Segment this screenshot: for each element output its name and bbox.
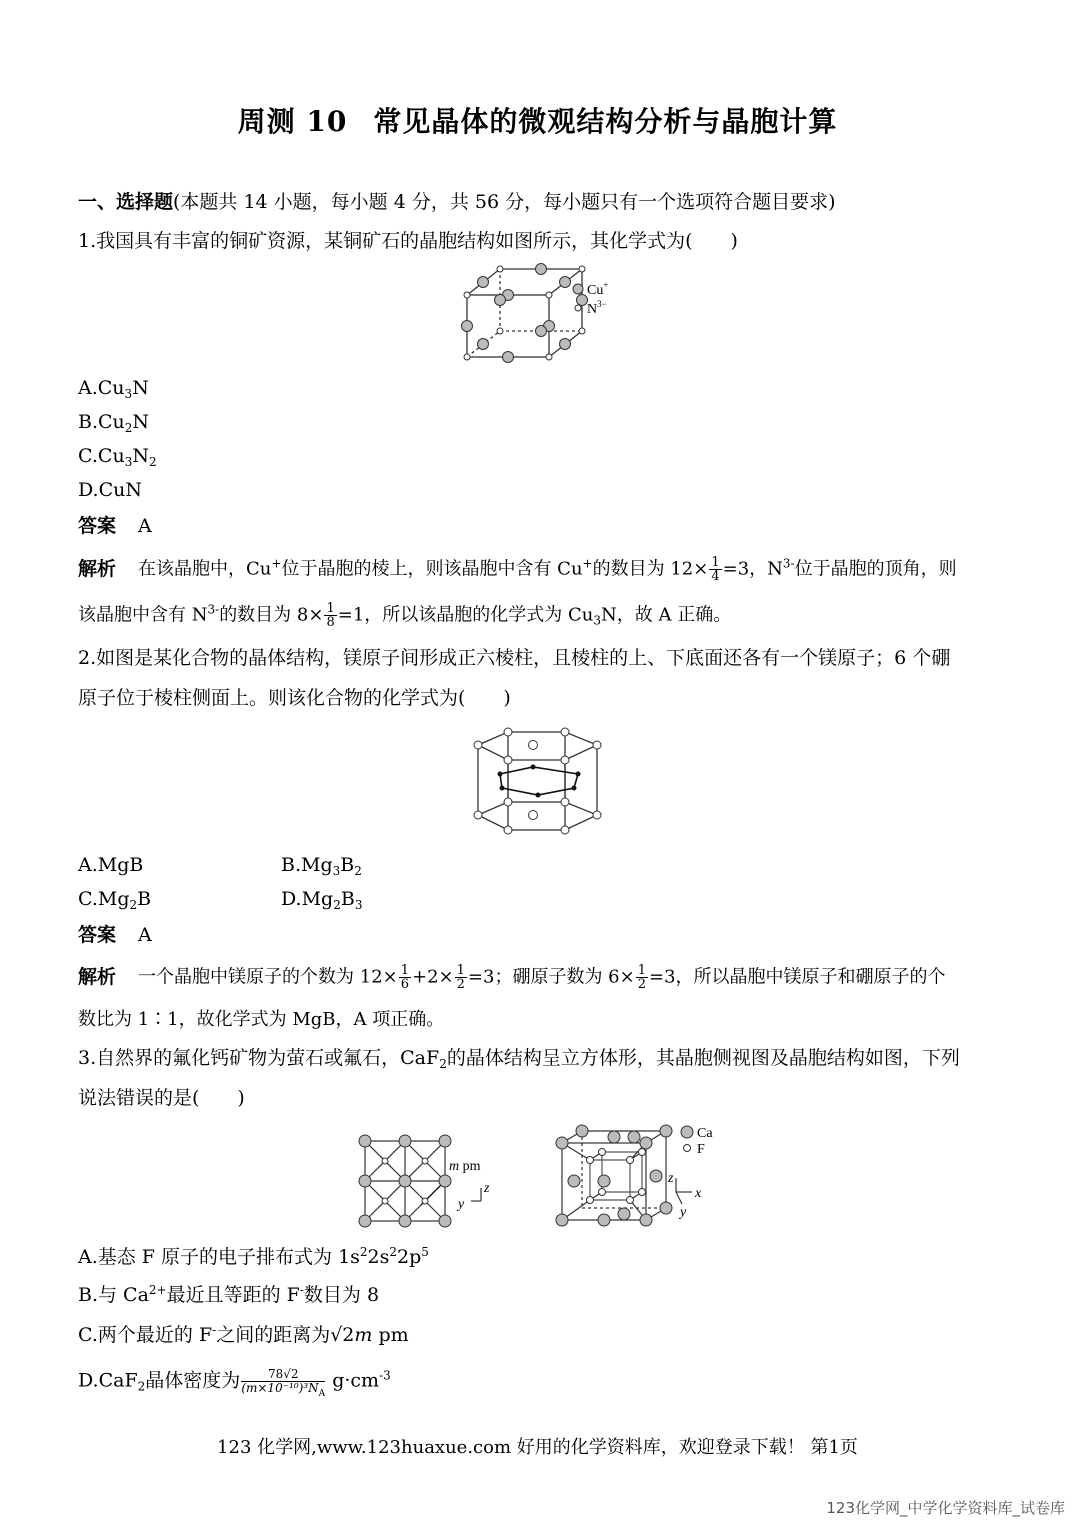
title-text: 常见晶体的微观结构分析与晶胞计算 xyxy=(373,105,838,138)
q2-option-a: A.MgB xyxy=(78,854,144,876)
q2-option-d: $D.Mg_2B_3$ xyxy=(281,888,363,912)
q1-stem: 1.我国具有丰富的铜矿资源，某铜矿石的晶胞结构如图所示，其化学式为( ) xyxy=(78,230,738,252)
section-label: 一、选择题 xyxy=(78,191,174,213)
q1-option-b: $B.Cu_2N$ xyxy=(78,411,150,435)
frac-1-8: $\frac{1}{8}$ xyxy=(326,601,335,630)
section-note: (本题共 14 小题，每小题 4 分，共 56 分，每小题只有一个选项符合题目要求) xyxy=(173,191,836,213)
q3-unit-cell-figure xyxy=(550,1120,730,1230)
q1-option-c: $C.Cu_3N_2$ xyxy=(78,445,157,469)
q3-stem-line2: 说法错误的是( ) xyxy=(78,1087,245,1109)
axis-y-label-2: y xyxy=(680,1205,687,1220)
q2-stem-line1: 2.如图是某化合物的晶体结构，镁原子间形成正六棱柱，且棱柱的上、下底面还各有一个镁原子；6 个硼 xyxy=(78,647,951,669)
section-header xyxy=(78,190,836,214)
legend-ca-marker xyxy=(681,1126,693,1138)
watermark: 123化学网_中学化学资料库_试卷库 xyxy=(826,1499,1065,1517)
page-footer: 123 化学网,www.123huaxue.com 好用的化学资料库，欢迎登录下载！ 第1页 xyxy=(217,1437,858,1458)
legend-ca: Ca xyxy=(697,1126,713,1141)
q1-analysis-line2: 该晶胞中含有 $N^{3-}$的数目为 8× $\frac{1}{8}$ =1，所以该晶胞的化学式为 $Cu_3N$，故 A 正确。 xyxy=(78,601,732,630)
legend-f-marker xyxy=(684,1145,691,1152)
density-fraction: $\frac{78√2}{(m\times 10^{-10})^3N_A}$ xyxy=(241,1367,326,1399)
q3-stem-line1: 3.自然界的氟化钙矿物为萤石或氟石，CaF$_2$的晶体结构呈立方体形，其晶胞侧视图及晶胞结构如图，下列 xyxy=(78,1047,960,1071)
q3-option-d: D.CaF$_2$晶体密度为 $\frac{78√2}{(m\times 10^{-10})^3N_A}$ $g\cdot cm^{-3}$ xyxy=(78,1367,391,1399)
frac-1-4: $\frac{1}{4}$ xyxy=(711,555,720,584)
legend-f: F xyxy=(697,1142,705,1157)
q1-analysis-line1: 解析 在该晶胞中，Cu+位于晶胞的棱上，则该晶胞中含有 Cu+的数目为 12× $\frac{1}{4}$ =3，$N^{3-}$位于晶胞的顶角，则 xyxy=(78,555,957,584)
q2-stem-line2: 原子位于棱柱侧面上。则该化合物的化学式为( ) xyxy=(78,687,511,709)
axis-z-label-2: z xyxy=(668,1171,674,1186)
frac-1-6: $\frac{1}{6}$ xyxy=(400,963,410,992)
q1-figure xyxy=(455,262,625,367)
q3-option-a: A.基态 F 原子的电子排布式为 $1s^22s^22p^5$ xyxy=(78,1245,429,1268)
frac-1-2a: $\frac{1}{2}$ xyxy=(456,963,465,992)
title-prefix: 周测 10 xyxy=(237,105,348,138)
q3-option-b: B.与 $Ca^{2+}$最近且等距的 F-数目为 8 xyxy=(78,1283,380,1306)
q2-answer: 答案 A xyxy=(78,924,152,946)
q3-fig-m-label: m pm xyxy=(449,1159,481,1174)
q2-analysis-line1: 解析 一个晶胞中镁原子的个数为 12× $\frac{1}{6}$ +2× $\frac{1}{2}$ =3；硼原子数为 6× $\frac{1}{2}$ =3，所以晶胞中镁原子和硼原子的个 xyxy=(78,963,946,992)
legend-cu-marker xyxy=(573,284,583,294)
q2-option-b: $B.Mg_3B_2$ xyxy=(281,854,362,878)
q2-figure xyxy=(470,726,610,838)
q3-side-view-figure xyxy=(355,1128,500,1228)
q1-answer: 答案 A xyxy=(78,515,152,537)
legend-cu: Cu+ xyxy=(587,280,609,298)
legend-n-marker xyxy=(575,305,581,311)
page-title xyxy=(0,100,1075,140)
q2-analysis-line2: 数比为 1∶1，故化学式为 MgB，A 项正确。 xyxy=(78,1009,445,1030)
axis-y-label: y xyxy=(458,1197,465,1212)
axis-z-label: z xyxy=(484,1181,490,1196)
q2-option-c: $C.Mg_2B$ xyxy=(78,888,152,912)
q1-option-d: D.CuN xyxy=(78,479,142,501)
axis-x-label: x xyxy=(695,1186,702,1201)
legend-n: $N^{3-}$ xyxy=(587,299,607,317)
q1-option-a: $A.Cu_3N$ xyxy=(78,377,149,401)
q3-option-c: C.两个最近的 F-之间的距离为√2m pm xyxy=(78,1323,409,1346)
frac-1-2b: $\frac{1}{2}$ xyxy=(637,963,646,992)
